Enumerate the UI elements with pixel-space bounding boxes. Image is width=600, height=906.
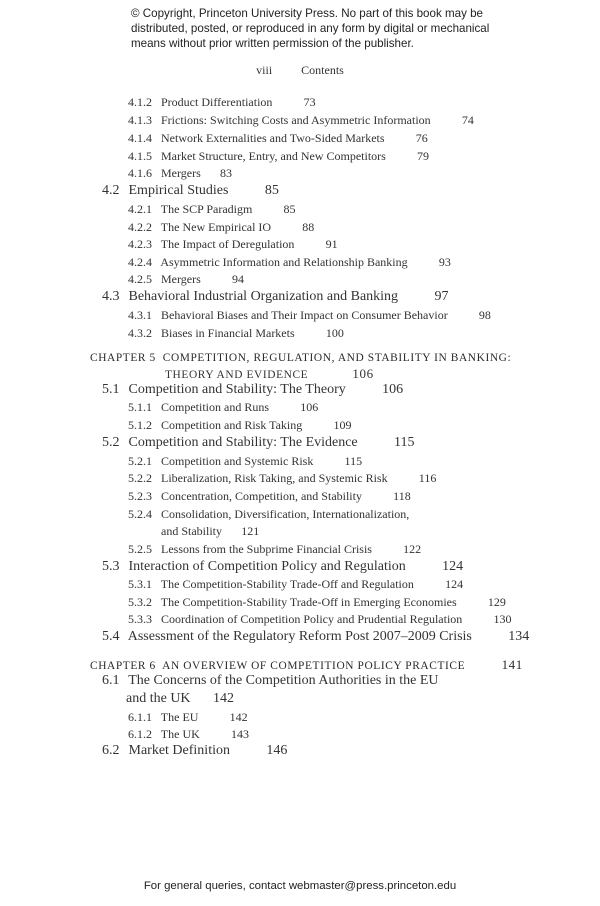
entry-page: 134 bbox=[508, 629, 530, 644]
entry-title: The Impact of Deregulation bbox=[160, 237, 295, 251]
chapter-number: CHAPTER 6 bbox=[90, 660, 156, 672]
toc-entry[interactable] bbox=[128, 166, 232, 181]
entry-title: Market Definition bbox=[128, 743, 230, 758]
entry-number: 4.3 bbox=[102, 289, 120, 304]
entry-number: 5.1.2 bbox=[128, 418, 152, 432]
entry-number: 4.2 bbox=[102, 183, 120, 198]
toc-entry[interactable] bbox=[128, 400, 318, 415]
entry-title: Competition and Systemic Risk bbox=[161, 454, 314, 468]
entry-page: 91 bbox=[325, 237, 338, 251]
entry-page: 88 bbox=[302, 220, 315, 234]
entry-number: 5.2.2 bbox=[128, 471, 152, 485]
entry-title: Competition and Stability: The Theory bbox=[128, 382, 346, 397]
chapter-title: AN OVERVIEW OF COMPETITION POLICY PRACTICE bbox=[162, 660, 466, 672]
toc-chapter-continuation[interactable] bbox=[165, 366, 374, 382]
entry-title: Competition and Stability: The Evidence bbox=[128, 435, 358, 450]
toc-chapter-entry[interactable] bbox=[90, 657, 523, 673]
entry-page: 106 bbox=[352, 366, 374, 381]
entry-number: 4.3.2 bbox=[128, 326, 152, 340]
toc-entry[interactable] bbox=[128, 727, 249, 742]
entry-page: 130 bbox=[493, 612, 512, 626]
entry-page: 106 bbox=[300, 400, 319, 414]
entry-title: Competition and Runs bbox=[161, 400, 269, 414]
entry-number: 4.1.4 bbox=[128, 131, 152, 145]
entry-title: Mergers bbox=[161, 166, 201, 180]
entry-page: 116 bbox=[418, 471, 437, 485]
entry-number: 5.2.5 bbox=[128, 542, 152, 556]
entry-page: 115 bbox=[394, 435, 415, 450]
entry-number: 5.2 bbox=[102, 435, 120, 450]
entry-number: 4.2.5 bbox=[128, 272, 152, 286]
toc-entry-continuation[interactable] bbox=[161, 524, 259, 539]
entry-title: The SCP Paradigm bbox=[160, 202, 253, 216]
entry-title: The EU bbox=[160, 710, 199, 724]
chapter-number: CHAPTER 5 bbox=[90, 352, 156, 364]
entry-number: 5.3.1 bbox=[128, 577, 152, 591]
entry-title-continuation: and Stability bbox=[161, 524, 222, 538]
toc-entry[interactable] bbox=[128, 418, 351, 433]
entry-number: 4.2.4 bbox=[128, 255, 152, 269]
entry-number: 5.3.3 bbox=[128, 612, 152, 626]
entry-page: 94 bbox=[231, 272, 244, 286]
entry-number: 5.2.1 bbox=[128, 454, 152, 468]
entry-page: 121 bbox=[241, 524, 260, 538]
toc-entry[interactable] bbox=[128, 326, 344, 341]
copyright-notice: © Copyright, Princeton University Press. No part of this book may be distributed, posted, or reproduced in any form by digital or mechanical means without prior written permission of the publisher. bbox=[131, 7, 490, 50]
entry-page: 83 bbox=[219, 166, 232, 180]
entry-title: The Competition-Stability Trade-Off in Emerging Economies bbox=[160, 595, 457, 609]
entry-page: 124 bbox=[442, 559, 464, 574]
entry-title: Frictions: Switching Costs and Asymmetric Information bbox=[161, 113, 431, 127]
toc-entry[interactable] bbox=[102, 289, 448, 305]
toc-entry[interactable] bbox=[128, 149, 429, 164]
toc-entry[interactable] bbox=[128, 220, 314, 235]
entry-number: 4.1.2 bbox=[128, 95, 152, 109]
entry-number: 4.2.2 bbox=[128, 220, 152, 234]
toc-entry[interactable] bbox=[128, 595, 506, 610]
toc-entry[interactable] bbox=[128, 612, 512, 627]
entry-title: Biases in Financial Markets bbox=[161, 326, 295, 340]
page-folio: viii bbox=[256, 63, 273, 77]
entry-number: 4.3.1 bbox=[128, 308, 152, 322]
toc-entry[interactable] bbox=[128, 95, 316, 110]
toc-entry[interactable] bbox=[128, 255, 451, 270]
entry-number: 5.3.2 bbox=[128, 595, 152, 609]
entry-number: 5.4 bbox=[102, 629, 120, 644]
entry-title: The Concerns of the Competition Authorities in the EU bbox=[128, 673, 439, 688]
entry-page: 122 bbox=[403, 542, 422, 556]
entry-number: 5.3 bbox=[102, 559, 120, 574]
entry-page: 146 bbox=[266, 743, 288, 758]
entry-page: 79 bbox=[417, 149, 430, 163]
entry-page: 76 bbox=[415, 131, 428, 145]
entry-page: 85 bbox=[283, 202, 296, 216]
toc-chapter-entry[interactable] bbox=[90, 352, 511, 364]
entry-page: 118 bbox=[393, 489, 411, 503]
entry-title: Empirical Studies bbox=[128, 183, 229, 198]
entry-title: Market Structure, Entry, and New Competitors bbox=[161, 149, 386, 163]
running-head bbox=[0, 63, 600, 78]
running-head-title: Contents bbox=[301, 63, 344, 77]
entry-title: The Competition-Stability Trade-Off and Regulation bbox=[160, 577, 414, 591]
entry-page: 129 bbox=[487, 595, 506, 609]
entry-number: 4.1.5 bbox=[128, 149, 152, 163]
entry-number: 5.2.4 bbox=[128, 507, 152, 521]
toc-entry[interactable] bbox=[128, 237, 338, 252]
entry-number: 4.1.6 bbox=[128, 166, 152, 180]
entry-number: 4.2.3 bbox=[128, 237, 152, 251]
entry-title: Concentration, Competition, and Stability bbox=[161, 489, 362, 503]
footer-contact: For general queries, contact webmaster@press.princeton.edu bbox=[143, 880, 457, 892]
entry-title-continuation: and the UK bbox=[126, 691, 191, 706]
toc-entry[interactable] bbox=[102, 382, 403, 398]
entry-title: The New Empirical IO bbox=[160, 220, 272, 234]
entry-page: 115 bbox=[344, 454, 363, 468]
toc-entry[interactable] bbox=[128, 454, 362, 469]
toc-entry[interactable] bbox=[128, 542, 421, 557]
chapter-title: COMPETITION, REGULATION, AND STABILITY IN BANKING: bbox=[162, 352, 512, 364]
toc-entry[interactable] bbox=[128, 710, 248, 725]
entry-title: Behavioral Industrial Organization and Banking bbox=[128, 289, 399, 304]
entry-number: 5.1.1 bbox=[128, 400, 152, 414]
entry-title: Coordination of Competition Policy and Prudential Regulation bbox=[161, 612, 463, 626]
toc-entry-continuation[interactable] bbox=[126, 691, 234, 707]
toc-entry[interactable] bbox=[102, 435, 415, 451]
entry-title: Network Externalities and Two-Sided Markets bbox=[161, 131, 385, 145]
entry-number: 4.2.1 bbox=[128, 202, 152, 216]
entry-title: Assessment of the Regulatory Reform Post 2007–2009 Crisis bbox=[127, 629, 472, 644]
entry-page: 141 bbox=[501, 657, 523, 672]
entry-title: Interaction of Competition Policy and Regulation bbox=[128, 559, 406, 574]
entry-title: Competition and Risk Taking bbox=[161, 418, 303, 432]
toc-entry[interactable] bbox=[128, 471, 436, 486]
entry-page: 109 bbox=[333, 418, 352, 432]
toc-entry[interactable] bbox=[102, 559, 463, 575]
entry-page: 98 bbox=[478, 308, 491, 322]
entry-page: 97 bbox=[434, 289, 449, 304]
entry-title: Lessons from the Subprime Financial Crisis bbox=[161, 542, 372, 556]
entry-page: 143 bbox=[230, 727, 249, 741]
toc-entry[interactable] bbox=[128, 202, 296, 217]
entry-page: 93 bbox=[438, 255, 451, 269]
toc-entry[interactable] bbox=[128, 577, 463, 592]
entry-number: 6.1.1 bbox=[128, 710, 152, 724]
toc-entry[interactable] bbox=[128, 272, 244, 287]
entry-page: 85 bbox=[264, 183, 279, 198]
entry-title: Mergers bbox=[161, 272, 201, 286]
toc-entry[interactable] bbox=[128, 113, 474, 128]
entry-title: Consolidation, Diversification, Internationalization, bbox=[161, 507, 410, 521]
entry-page: 74 bbox=[461, 113, 474, 127]
entry-number: 6.1.2 bbox=[128, 727, 152, 741]
entry-number: 6.2 bbox=[102, 743, 120, 758]
toc-entry[interactable] bbox=[102, 673, 439, 689]
entry-number: 4.1.3 bbox=[128, 113, 152, 127]
toc-entry[interactable] bbox=[128, 308, 491, 323]
toc-entry[interactable] bbox=[102, 183, 279, 199]
entry-page: 100 bbox=[325, 326, 344, 340]
toc-entry[interactable] bbox=[128, 489, 411, 504]
entry-title: The UK bbox=[160, 727, 200, 741]
entry-page: 73 bbox=[303, 95, 316, 109]
toc-entry[interactable] bbox=[102, 743, 287, 759]
toc-entry[interactable] bbox=[102, 629, 529, 645]
entry-page: 124 bbox=[445, 577, 464, 591]
entry-page: 142 bbox=[229, 710, 248, 724]
entry-number: 5.2.3 bbox=[128, 489, 152, 503]
toc-entry[interactable] bbox=[128, 507, 409, 522]
entry-title: Liberalization, Risk Taking, and Systemic Risk bbox=[161, 471, 388, 485]
toc-entry[interactable] bbox=[128, 131, 428, 146]
entry-page: 106 bbox=[382, 382, 404, 397]
entry-title: Asymmetric Information and Relationship Banking bbox=[160, 255, 408, 269]
chapter-title-continuation: THEORY AND EVIDENCE bbox=[165, 369, 309, 381]
entry-number: 6.1 bbox=[102, 673, 120, 688]
entry-number: 5.1 bbox=[102, 382, 120, 397]
entry-title: Product Differentiation bbox=[161, 95, 273, 109]
entry-page: 142 bbox=[212, 691, 234, 706]
entry-title: Behavioral Biases and Their Impact on Consumer Behavior bbox=[161, 308, 448, 322]
